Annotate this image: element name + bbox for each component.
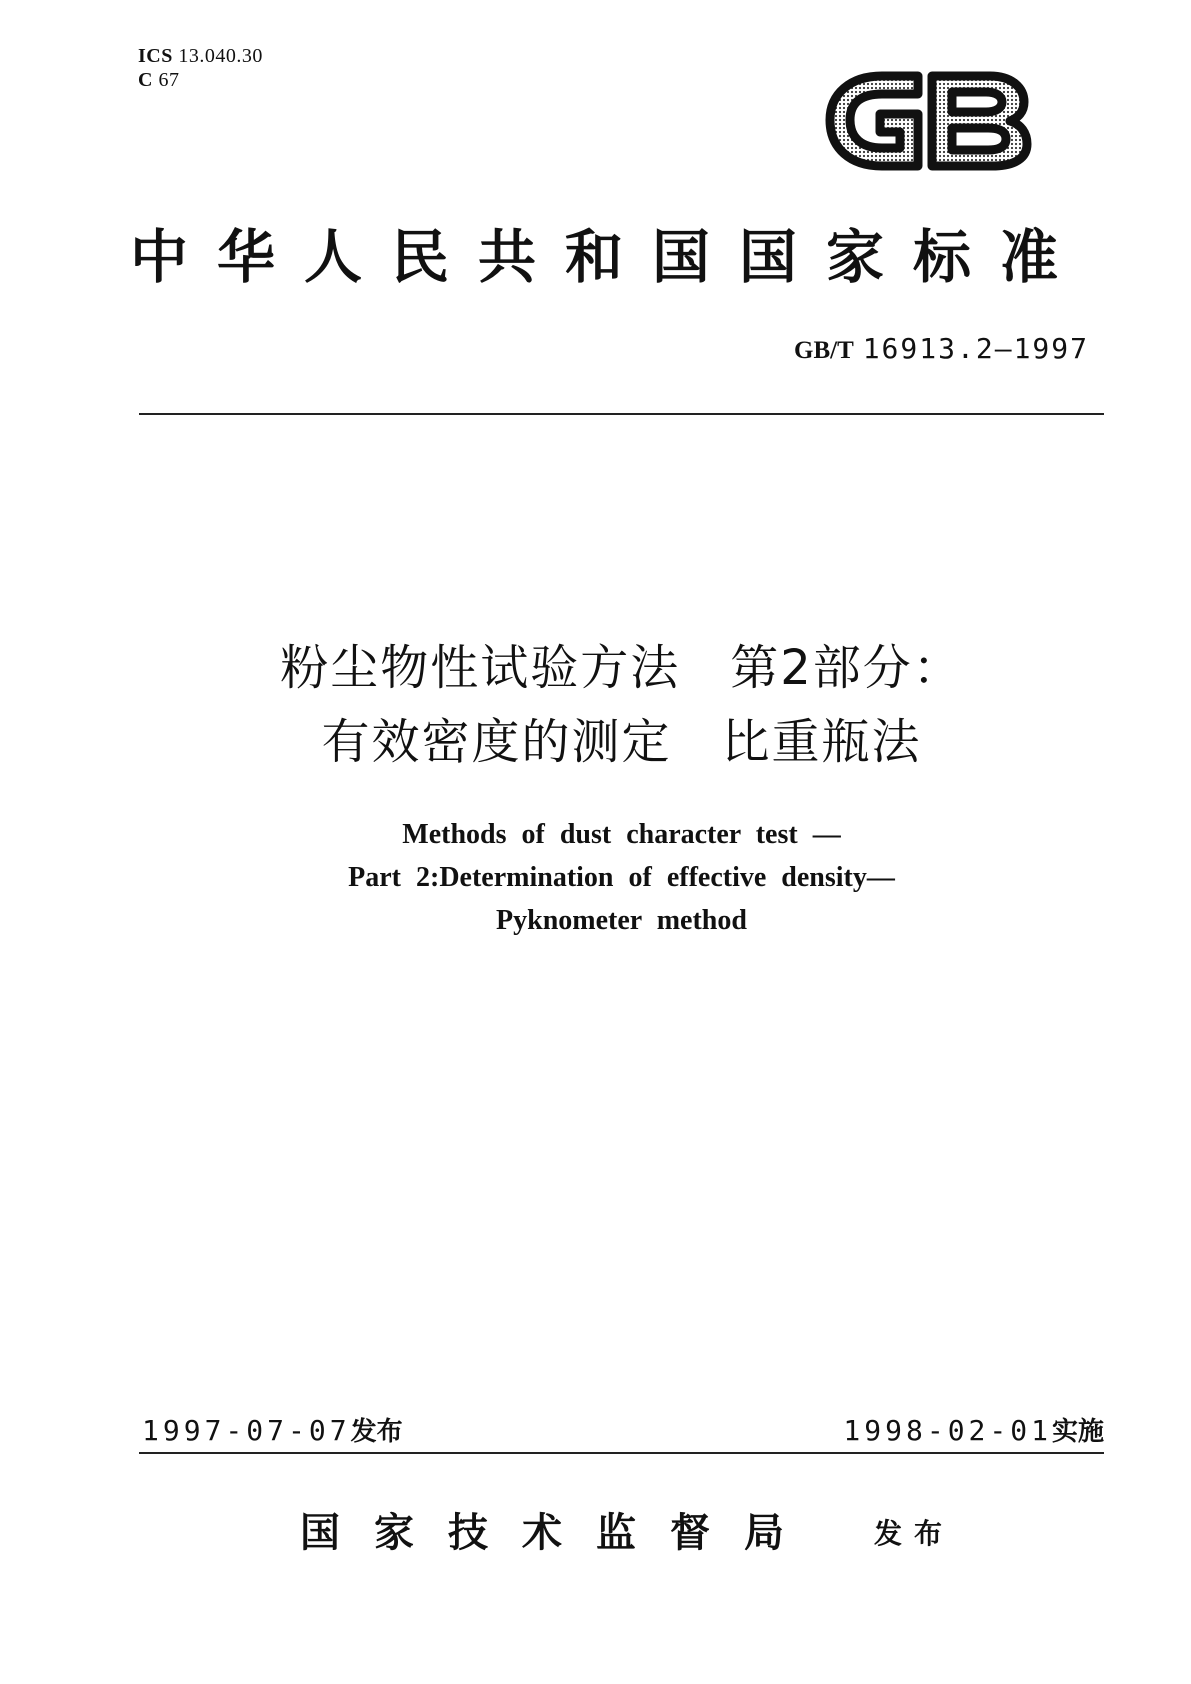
ics-code: 13.040.30 [178, 45, 263, 67]
ccs-code: 67 [158, 69, 180, 91]
bottom-divider [139, 1452, 1104, 1454]
title-en-line3: Pyknometer method [496, 905, 747, 936]
issue-date-value: 1997-07-07 [142, 1414, 351, 1447]
title-cn-line1: 粉尘物性试验方法 第2部分： [280, 640, 963, 696]
ics-label: ICS [138, 45, 173, 67]
top-divider [139, 413, 1104, 415]
issue-date [142, 1414, 403, 1449]
ccs-label: C [138, 69, 153, 91]
classification-codes [138, 44, 263, 92]
standard-code: 16913.2—1997 [862, 332, 1089, 365]
implement-date [843, 1414, 1104, 1449]
title-en-line2: Part 2:Determination of effective density— [348, 862, 895, 893]
standard-prefix: GB/T [794, 337, 854, 364]
issue-date-label: 发布 [350, 1417, 403, 1447]
issuer-name: 国家技术监督局 [300, 1509, 818, 1556]
gb-logo-icon [822, 62, 1032, 178]
national-standard-title: 中华人民共和国国家标准 [130, 223, 1088, 291]
ccs-line [138, 68, 263, 92]
title-en-line1: Methods of dust character test — [402, 819, 841, 850]
standard-number [794, 332, 1089, 368]
ics-line [138, 44, 263, 68]
implement-date-label: 实施 [1051, 1417, 1104, 1447]
title-cn-line2: 有效密度的测定 比重瓶法 [321, 714, 922, 770]
issuer-action: 发布 [874, 1517, 955, 1550]
implement-date-value: 1998-02-01 [843, 1414, 1052, 1447]
